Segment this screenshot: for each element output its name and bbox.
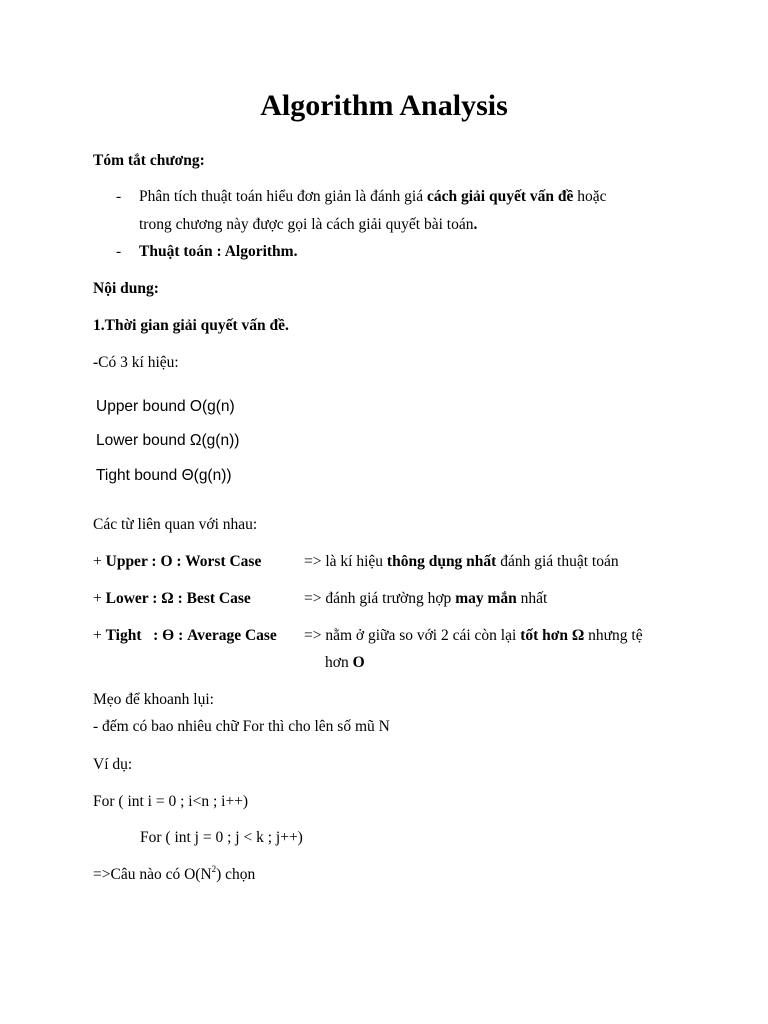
bullet-1-text-end: hoặc bbox=[573, 188, 607, 205]
section-1-heading: 1.Thời gian giải quyết vấn đề. bbox=[93, 317, 289, 334]
bullet-dash: - bbox=[116, 243, 122, 260]
row-lower-bold: Lower : Ω : Best Case bbox=[105, 590, 251, 607]
bullet-1-bold: cách giải quyết vấn đề bbox=[427, 188, 574, 205]
notation-lower: Lower bound Ω(g(n)) bbox=[96, 432, 240, 449]
tip-text: - đếm có bao nhiêu chữ For thì cho lên số mũ N bbox=[93, 718, 390, 735]
page-title: Algorithm Analysis bbox=[260, 89, 508, 122]
tip-heading: Mẹo để khoanh lụi: bbox=[93, 691, 214, 708]
bullet-item-2: Thuật toán : Algorithm. bbox=[139, 243, 298, 260]
answer-line bbox=[93, 865, 255, 885]
content-heading: Nội dung: bbox=[93, 280, 159, 297]
bullet-dash: - bbox=[116, 188, 122, 205]
row-tight-label bbox=[93, 626, 277, 646]
bullet-item-1 bbox=[139, 187, 607, 207]
answer-exponent: 2 bbox=[211, 863, 217, 874]
row-tight-line2-bold: O bbox=[352, 654, 365, 671]
row-upper-desc-text: => là kí hiệu bbox=[304, 553, 387, 570]
row-upper-desc bbox=[304, 552, 619, 572]
bullet-1-period: . bbox=[473, 216, 478, 233]
row-upper-label bbox=[93, 552, 261, 572]
notation-upper: Upper bound O(g(n) bbox=[96, 398, 235, 415]
row-tight-desc-text: => nằm ở giữa so với 2 cái còn lại bbox=[304, 627, 521, 644]
related-intro: Các từ liên quan với nhau: bbox=[93, 516, 258, 533]
row-upper-desc-end: đánh giá thuật toán bbox=[496, 553, 619, 570]
row-lower-desc bbox=[304, 589, 547, 609]
row-tight-desc-cont bbox=[325, 653, 365, 673]
bullet-1-text: Phân tích thuật toán hiểu đơn giản là đánh giá bbox=[139, 188, 427, 205]
row-upper-bold: Upper : O : Worst Case bbox=[105, 553, 262, 570]
answer-text-end: ) chọn bbox=[216, 866, 256, 883]
code-line-2: For ( int j = 0 ; j < k ; j++) bbox=[140, 829, 303, 846]
bullet-1-line2: trong chương này được gọi là cách giải quyết bài toán bbox=[139, 216, 474, 233]
bullet-item-1-cont bbox=[139, 215, 477, 235]
notation-tight: Tight bound Θ(g(n)) bbox=[96, 467, 232, 484]
row-tight-bold: Tight : ϴ : Average Case bbox=[105, 627, 277, 644]
row-tight-desc bbox=[304, 626, 643, 646]
row-lower-label bbox=[93, 589, 251, 609]
row-tight-line2-text: hơn bbox=[325, 654, 353, 671]
notation-intro-text: Có 3 kí hiệu: bbox=[98, 354, 179, 371]
row-tight-desc-end: nhưng tệ bbox=[584, 627, 643, 644]
answer-text: =>Câu nào có O(N bbox=[93, 866, 212, 883]
row-lower-desc-end: nhất bbox=[516, 590, 548, 607]
summary-heading: Tóm tắt chương: bbox=[93, 152, 205, 169]
notation-intro bbox=[93, 353, 179, 373]
example-heading: Ví dụ: bbox=[93, 756, 133, 773]
row-upper-prefix: + bbox=[93, 553, 106, 570]
row-lower-desc-bold: may mắn bbox=[455, 590, 517, 607]
row-tight-prefix: + bbox=[93, 627, 106, 644]
row-lower-prefix: + bbox=[93, 590, 106, 607]
code-line-1: For ( int i = 0 ; i<n ; i++) bbox=[93, 793, 249, 810]
row-tight-desc-bold: tốt hơn Ω bbox=[520, 627, 585, 644]
notation-intro-dash: - bbox=[93, 354, 99, 371]
row-lower-desc-text: => đánh giá trường hợp bbox=[304, 590, 456, 607]
row-upper-desc-bold: thông dụng nhất bbox=[386, 553, 497, 570]
